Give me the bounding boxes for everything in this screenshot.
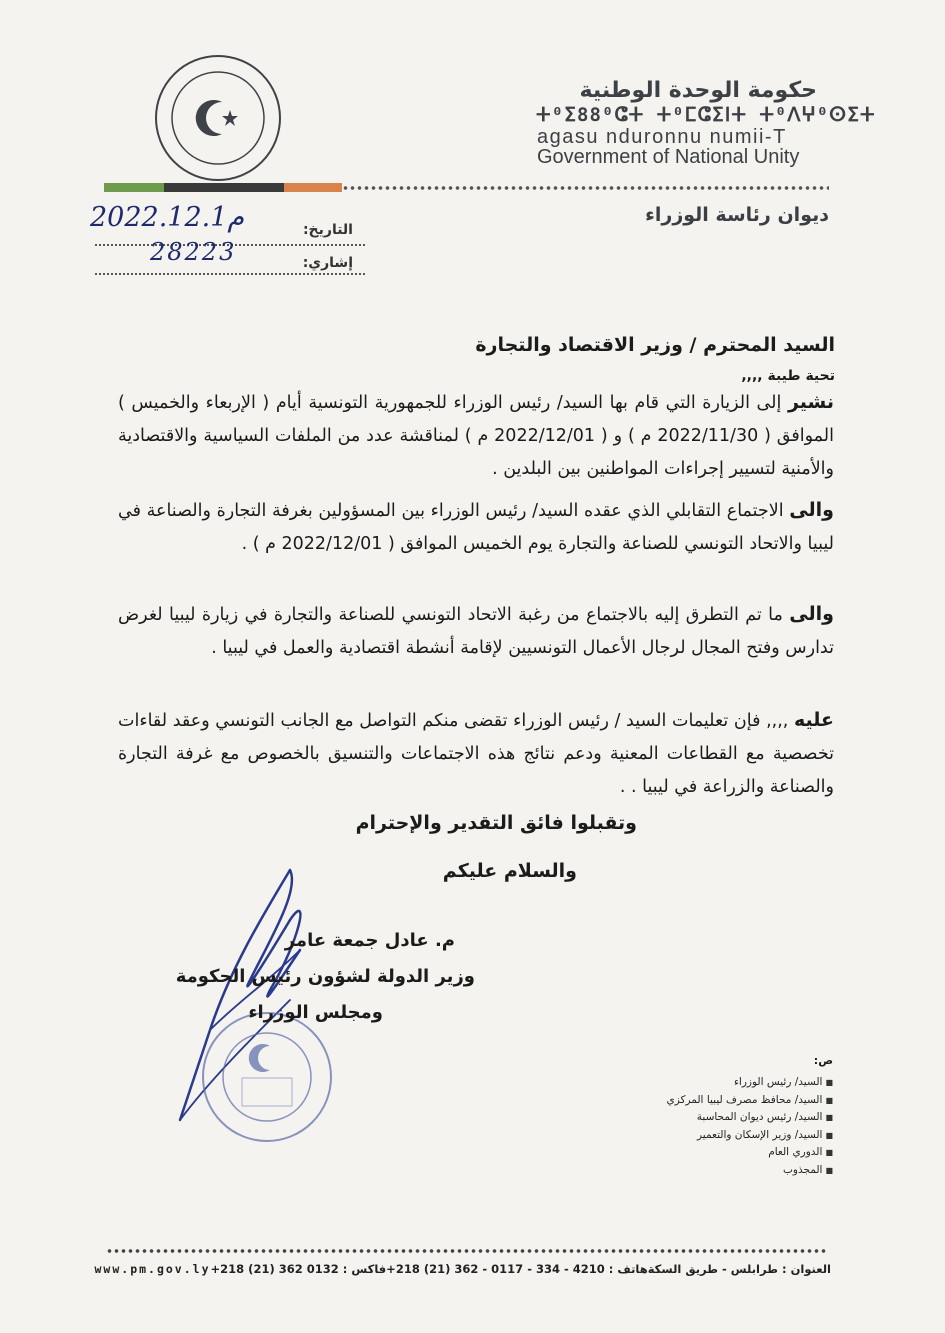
cc-item: ■ السيد/ رئيس الوزراء [666, 1074, 833, 1092]
government-emblem-icon [152, 52, 284, 184]
date-value: 2022.12.1م [90, 202, 245, 233]
cc-item: ■ السيد/ وزير الإسكان والتعمير [666, 1127, 833, 1145]
paragraph-2 [118, 494, 834, 561]
signatory-title-2: ومجلس الوزراء [248, 1002, 383, 1023]
government-name-amazigh: agasu nduronnu numii-T [537, 126, 787, 148]
paragraph-lead: والى [789, 499, 834, 521]
signatory-title: وزير الدولة لشؤون رئيس الحكومة [175, 966, 475, 987]
header-band-black [164, 183, 284, 192]
footer-phone: هاتف : 4210 - 334 - 0117 - 362 (21) 218+ [386, 1262, 648, 1276]
header-band-orange [284, 183, 342, 192]
government-name-tifinagh: ⵜ⁰ⵉ88⁰ⵛⵜ ⵜ⁰ⵎⵛⵉⵏⵜ ⵜ⁰ⴷⵖ⁰ⵙⵉⵜ [536, 104, 876, 126]
closing-peace: والسلام عليكم [442, 860, 577, 882]
paragraph-text: ,,,, فإن تعليمات السيد / رئيس الوزراء تقضى منكم التواصل مع الجانب التونسي وعقد لقاءات تخصصية مع القطاعات المعنية ودعم نتائج هذه الاجتماعات والتنسيق بالخصوص مع غرفة التجارة والصناعة والزراعة في ليبيا . . [118, 711, 834, 797]
paragraph-text: الاجتماع التقابلي الذي عقده السيد/ رئيس الوزراء بين المسؤولين بغرفة التجارة والصناعة في ليبيا والاتحاد التونسي للصناعة والتجارة يوم الخميس الموافق ( 2022/12/01 م ) . [118, 501, 834, 554]
paragraph-text: إلى الزيارة التي قام بها السيد/ رئيس الوزراء للجمهورية التونسية أيام ( الإربعاء والخميس ) الموافق ( 2022/11/30 م ) و ( 2022/12/01 م ) لمناقشة عدد من الملفات السياسية والاقتصادية والأمنية لتسيير إجراءات المواطنين بين البلدين . [118, 393, 834, 479]
official-stamp-icon [198, 1008, 336, 1146]
closing-regards: وتقبلوا فائق التقدير والإحترام [355, 812, 637, 834]
paragraph-4 [118, 704, 834, 804]
cc-item: ■ الدوري العام [666, 1144, 833, 1162]
paragraph-3 [118, 598, 834, 665]
government-name-english: Government of National Unity [537, 146, 800, 168]
cc-item: ■ المجذوب [666, 1162, 833, 1180]
cc-list [666, 1074, 833, 1179]
paragraph-lead: نشير [787, 391, 834, 413]
footer-website: www.pm.gov.ly [94, 1262, 211, 1276]
paragraph-text: ما تم التطرق إليه بالاجتماع من رغبة الاتحاد التونسي للصناعة والتجارة في زيارة ليبيا لغرض تدارس وفتح المجال لرجال الأعمال التونسيين لإقامة أنشطة اقتصادية والعمل في ليبيا . [118, 605, 834, 658]
footer-contact [94, 1262, 831, 1276]
government-name-arabic: حكومة الوحدة الوطنية [579, 78, 817, 103]
paragraph-lead: والى [789, 603, 834, 625]
header-band-dots [342, 184, 829, 192]
header-band-green [104, 183, 164, 192]
footer-band-dots [106, 1247, 827, 1255]
paragraph-1 [118, 386, 834, 486]
greeting: تحية طيبة ,,,, [741, 368, 835, 384]
salutation: السيد المحترم / وزير الاقتصاد والتجارة [475, 334, 835, 356]
footer-fax: فاكس : 0132 362 (21) 218+ [210, 1262, 387, 1276]
date-label: التاريخ: [302, 222, 353, 238]
reference-line [95, 271, 365, 275]
footer-address: العنوان : طرابلس - طريق السكة [647, 1262, 831, 1276]
office-title: ديوان رئاسة الوزراء [645, 204, 829, 226]
cc-title: ص: [813, 1054, 833, 1067]
signatory-name: م. عادل جمعة عامر [284, 930, 455, 951]
paragraph-lead: عليه [793, 709, 834, 731]
reference-label: إشاري: [302, 255, 353, 271]
reference-value: 28223 [150, 238, 237, 266]
cc-item: ■ السيد/ محافظ مصرف ليبيا المركزي [666, 1092, 833, 1110]
cc-item: ■ السيد/ رئيس ديوان المحاسبة [666, 1109, 833, 1127]
